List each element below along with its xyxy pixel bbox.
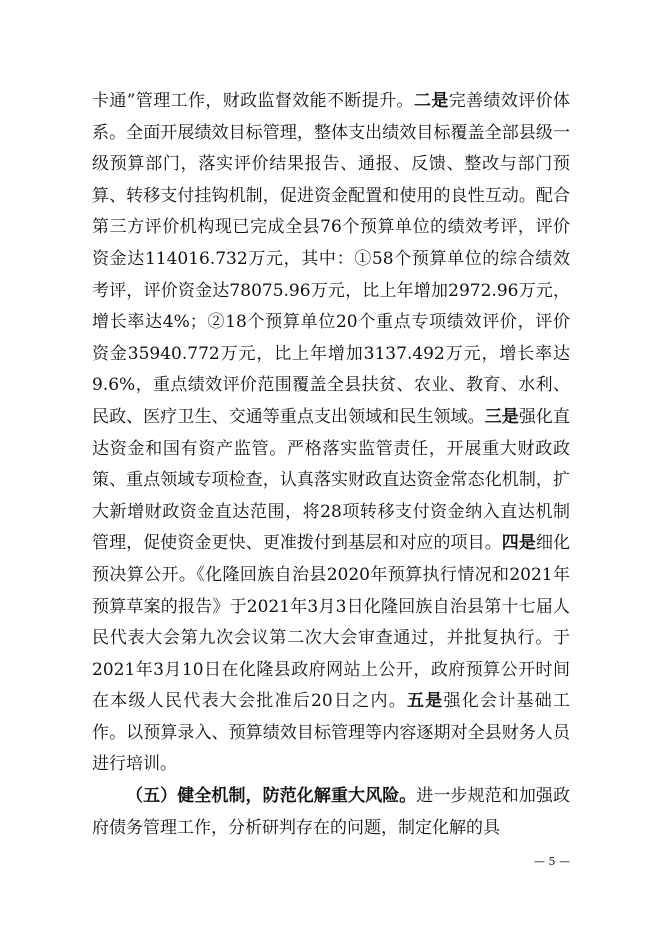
- body-text: [92, 86, 570, 844]
- bold-marker-four: 四是: [501, 533, 536, 554]
- text-run: 细化预决算公开。《化隆回族自治县2020年预算执行情况和2021年预算草案的报告》于2021年3月3日化隆回族自治县第十七届人民代表大会第九次会议第二次大会审查通过，并批复执行。于2021年3月10日在化隆县政府网站上公开，政府预算公开时间在本级人民代表大会批准后20日之内。: [92, 533, 571, 712]
- text-run: 强化会计基础工作。以预算录入、预算绩效目标管理等内容逐期对全县财务人员进行培训。: [92, 691, 571, 775]
- text-run: 进一步规范和加强政府债务管理工作，分析研判存在的问题，制定化解的具: [92, 786, 570, 838]
- page-number: — 5 —: [534, 855, 570, 868]
- paragraph-performance: [92, 86, 570, 781]
- section-heading: （五）健全机制，防范化解重大风险。: [126, 786, 417, 807]
- bold-marker-three: 三是: [484, 406, 519, 427]
- text-run: 强化直达资金和国有资产监管。严格落实监管责任，开展重大财政政策、重点领域专项检查，认真落实财政直达资金常态化机制，扩大新增财政资金直达范围，将28项转移支付资金纳入直达机制管理，促使资金更快、更准拨付到基层和对应的项目。: [92, 406, 571, 554]
- text-run: 完善绩效评价体系。全面开展绩效目标管理，整体支出绩效目标覆盖全部县级一级预算部门，落实评价结果报告、通报、反馈、整改与部门预算、转移支付挂钩机制，促进资金配置和使用的良性互动。配合第三方评价机构现已完成全县76个预算单位的绩效考评，评价资金达114016.732万元，其中：①58个预算单位的综合绩效考评，评价资金达78075.96万元，比上年增加2972.96万元，增长率达4%；②18个预算单位20个重点专项绩效评价，评价资金35940.772万元，比上年增加3137.492万元，增长率达9.6%，重点绩效评价范围覆盖全县扶贫、农业、教育、水利、民政、医疗卫生、交通等重点支出领域和民生领域。: [92, 91, 570, 427]
- text-run: 卡通”管理工作，财政监督效能不断提升。: [92, 91, 414, 111]
- bold-marker-two: 二是: [413, 91, 449, 111]
- bold-marker-five: 五是: [406, 691, 444, 712]
- paragraph-risk: [92, 781, 570, 844]
